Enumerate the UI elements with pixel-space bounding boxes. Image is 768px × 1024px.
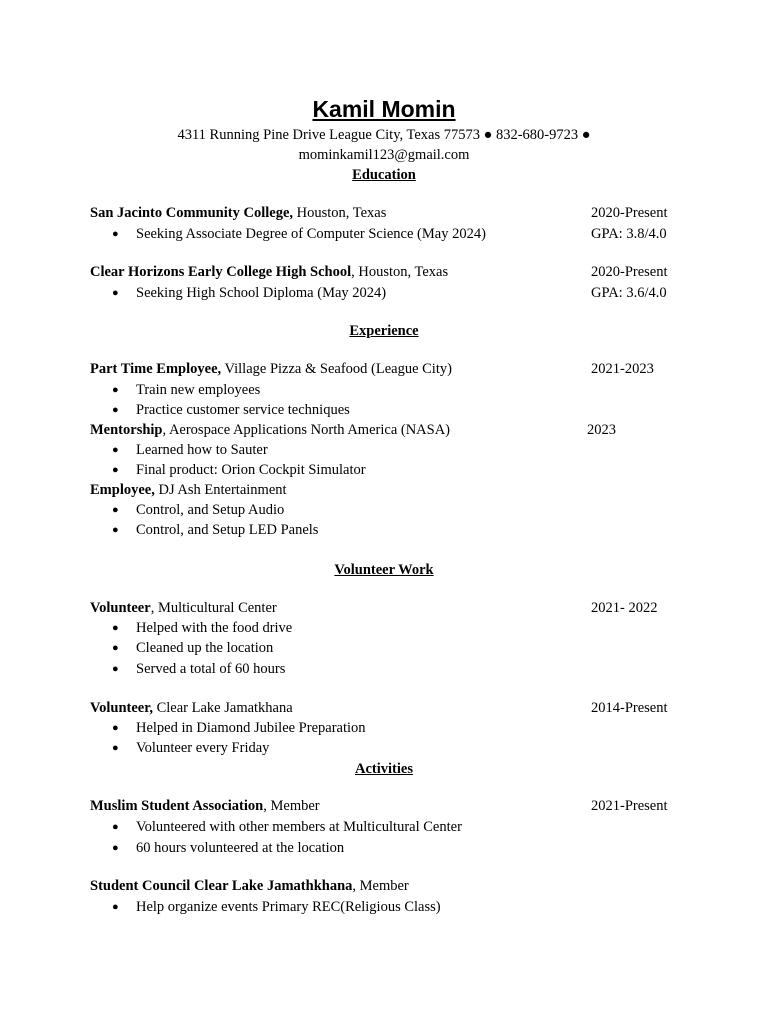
volunteer-entry-title	[90, 601, 277, 616]
experience-entry-title	[90, 483, 287, 498]
experience-role: Mentorship	[90, 422, 163, 438]
list-item: ● Volunteer every Friday	[112, 740, 270, 756]
list-item: ● Learned how to Sauter	[112, 442, 268, 458]
education-date: 2020-Present	[591, 205, 668, 221]
activity-role: Student Council Clear Lake Jamathkhana	[90, 878, 353, 894]
activity-entry-title	[90, 799, 320, 814]
bullet-icon: ●	[112, 622, 119, 634]
experience-entry-title	[90, 423, 450, 438]
bullet-icon: ●	[112, 504, 119, 516]
list-item: ● 60 hours volunteered at the location	[112, 840, 345, 856]
bullet-icon: ●	[112, 384, 119, 396]
list-item: ● Practice customer service techniques	[112, 402, 350, 418]
activity-entry-title	[90, 879, 409, 894]
activity-role: Muslim Student Association	[90, 798, 264, 814]
bullet-icon: ●	[112, 464, 119, 476]
contact-line-email: mominkamil123@gmail.com	[298, 147, 470, 163]
list-item: ● Control, and Setup Audio	[112, 502, 285, 518]
experience-entry-title	[90, 362, 452, 377]
bullet-icon: ●	[112, 287, 119, 299]
activity-date: 2021-Present	[591, 798, 668, 814]
experience-role: Employee,	[90, 482, 155, 498]
section-heading-activities: Activities	[355, 761, 413, 777]
education-entry-title	[90, 265, 448, 280]
education-location: Houston, Texas	[293, 205, 387, 221]
list-item: ● Served a total of 60 hours	[112, 661, 286, 677]
bullet-icon: ●	[112, 742, 119, 754]
section-heading-education: Education	[352, 167, 416, 183]
education-date: 2020-Present	[591, 264, 668, 280]
list-item: ● Help organize events Primary REC(Religious Class)	[112, 899, 441, 915]
volunteer-role: Volunteer,	[90, 700, 153, 716]
experience-role: Part Time Employee,	[90, 361, 222, 377]
list-item: ● Seeking High School Diploma (May 2024)	[112, 285, 387, 301]
bullet-icon: ●	[112, 524, 119, 536]
education-gpa: GPA: 3.8/4.0	[591, 226, 667, 242]
bullet-icon: ●	[112, 842, 119, 854]
contact-line-address-phone: 4311 Running Pine Drive League City, Texas 77573 ● 832-680-9723 ●	[177, 127, 591, 143]
volunteer-date: 2014-Present	[591, 700, 668, 716]
experience-org: , Aerospace Applications North America (NASA)	[162, 422, 451, 438]
education-location: , Houston, Texas	[351, 264, 449, 280]
activity-org: , Member	[352, 878, 409, 894]
bullet-icon: ●	[112, 444, 119, 456]
volunteer-entry-title	[90, 701, 293, 716]
education-org: Clear Horizons Early College High School	[90, 264, 352, 280]
volunteer-org: Clear Lake Jamatkhana	[152, 700, 293, 716]
bullet-icon: ●	[112, 404, 119, 416]
volunteer-role: Volunteer	[90, 600, 151, 616]
list-item: ● Helped in Diamond Jubilee Preparation	[112, 720, 366, 736]
volunteer-org: , Multicultural Center	[150, 600, 277, 616]
bullet-icon: ●	[112, 722, 119, 734]
education-org: San Jacinto Community College,	[90, 205, 293, 221]
volunteer-date: 2021- 2022	[591, 600, 658, 616]
experience-date: 2023	[587, 422, 616, 438]
list-item: ● Control, and Setup LED Panels	[112, 522, 319, 538]
bullet-icon: ●	[112, 821, 119, 833]
experience-date: 2021-2023	[591, 361, 654, 377]
section-heading-volunteer: Volunteer Work	[334, 562, 434, 578]
education-gpa: GPA: 3.6/4.0	[591, 285, 667, 301]
list-item: ● Train new employees	[112, 382, 261, 398]
list-item: ● Seeking Associate Degree of Computer Science (May 2024)	[112, 226, 486, 242]
activity-org: , Member	[263, 798, 320, 814]
bullet-icon: ●	[112, 901, 119, 913]
resume-name: Kamil Momin	[312, 96, 456, 122]
list-item: ● Volunteered with other members at Multicultural Center	[112, 819, 462, 835]
list-item: ● Final product: Orion Cockpit Simulator	[112, 462, 366, 478]
bullet-icon: ●	[112, 228, 119, 240]
education-entry-title	[90, 206, 386, 221]
list-item: ● Cleaned up the location	[112, 640, 274, 656]
bullet-icon: ●	[112, 642, 119, 654]
section-heading-experience: Experience	[349, 323, 419, 339]
experience-org: Village Pizza & Seafood (League City)	[221, 361, 452, 377]
list-item: ● Helped with the food drive	[112, 620, 293, 636]
experience-org: DJ Ash Entertainment	[154, 482, 287, 498]
bullet-icon: ●	[112, 663, 119, 675]
